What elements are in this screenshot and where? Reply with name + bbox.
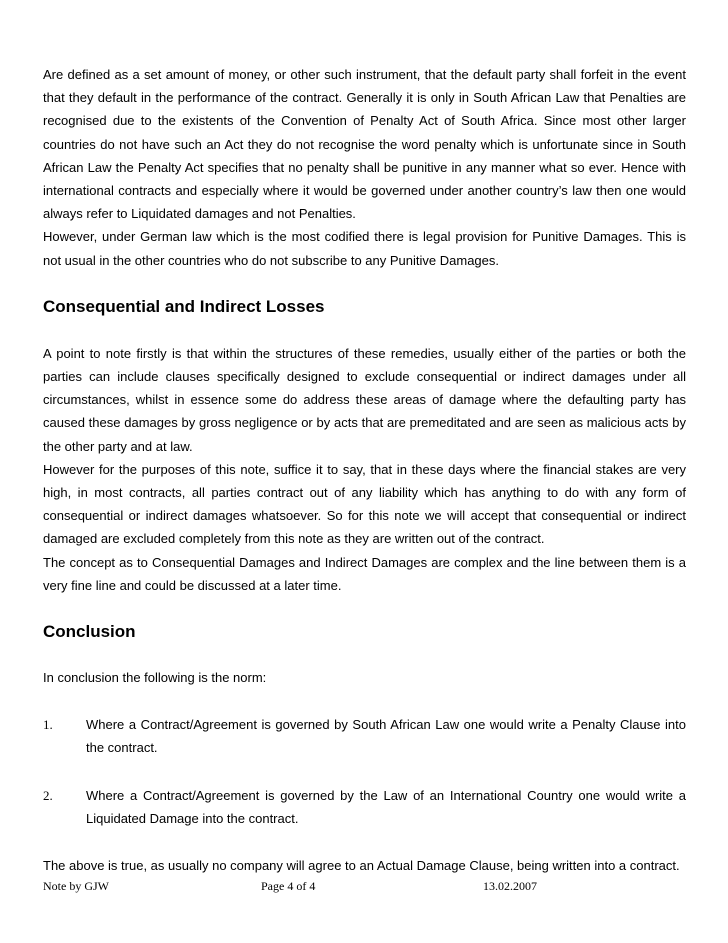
conclusion-heading: Conclusion bbox=[43, 622, 136, 642]
conclusion-list-item-2 bbox=[43, 784, 686, 830]
footer-page-number: Page 4 of 4 bbox=[261, 879, 316, 893]
penalties-paragraph-2: However, under German law which is the most codified there is legal provision for Punitive Damages. This is not usual in the other countries who do not subscribe to any Punitive Damages. bbox=[43, 229, 686, 268]
footer-author: Note by GJW bbox=[43, 879, 109, 893]
page-footer bbox=[43, 877, 686, 895]
consequential-paragraph-2: However for the purposes of this note, suffice it to say, that in these days where the financial stakes are very high, in most contracts, all parties contract out of any liability which has anything to do with any form of consequential or indirect damages whatsoever. So for this note we will accept that consequential or indirect damaged are excluded completely from this note as they are written out of the contract. bbox=[43, 461, 686, 547]
consequential-heading: Consequential and Indirect Losses bbox=[43, 296, 325, 316]
footer-date: 13.02.2007 bbox=[483, 879, 537, 893]
consequential-paragraph-3: The concept as to Consequential Damages and Indirect Damages are complex and the line between them is a very fine line and could be discussed at a later time. bbox=[43, 554, 686, 593]
page-content bbox=[43, 63, 686, 877]
list-number: 1. bbox=[43, 717, 53, 733]
list-number: 2. bbox=[43, 787, 53, 803]
list-item-text: Where a Contract/Agreement is governed by the Law of an International Country one would write a Liquidated Damage into the contract. bbox=[86, 787, 686, 826]
consequential-paragraph-1: A point to note firstly is that within the structures of these remedies, usually either of the parties or both the parties can include clauses specifically designed to exclude consequential or indirect damages under all circumstances, whilst in essence some do address these areas of damage where the defaulting party has caused these damages by gross negligence or by acts that are premeditated and are seen as malicious acts by the other party and at law. bbox=[43, 345, 686, 454]
conclusion-list-item-1 bbox=[43, 713, 686, 759]
list-item-text: Where a Contract/Agreement is governed by South African Law one would write a Penalty Clause into the contract. bbox=[86, 717, 686, 756]
conclusion-intro: In conclusion the following is the norm: bbox=[43, 670, 267, 686]
penalties-paragraph-1: Are defined as a set amount of money, or other such instrument, that the default party shall forfeit in the event that they default in the performance of the contract. Generally it is only in South African Law that Penalties are recognised due to the existents of the Convention of Penalty Act of South Africa. Since most other larger countries do not have such an Act they do not recognise the word penalty which is unfortunate since in South African Law the Penalty Act specifies that no penalty shall be punitive in any manner what so ever. Hence with international contracts and especially where it would be governed under another country’s law then one would always refer to Liquidated damages and not Penalties. bbox=[43, 67, 686, 222]
conclusion-closing: The above is true, as usually no company will agree to an Actual Damage Clause, being written into a contract. bbox=[43, 858, 680, 874]
